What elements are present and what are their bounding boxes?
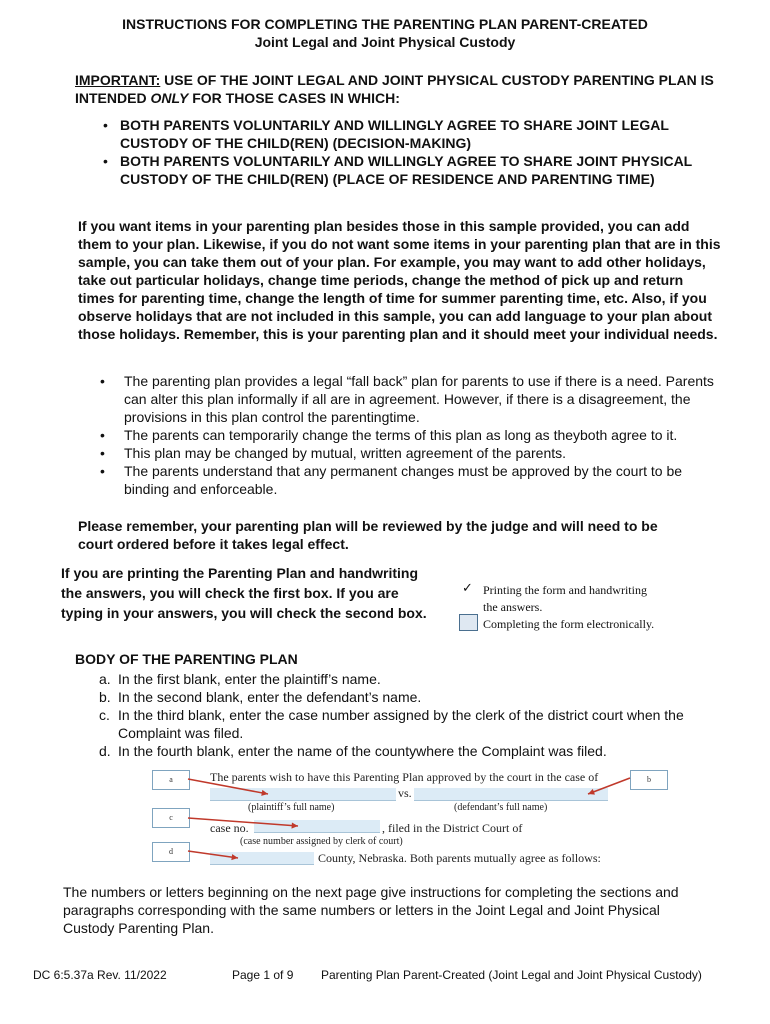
step-text: In the fourth blank, enter the name of the countywhere the Complaint was filed. <box>118 743 607 759</box>
form-case-no: case no. <box>210 821 249 835</box>
arrow-b <box>588 778 630 794</box>
step-text: In the first blank, enter the plaintiff’s name. <box>118 671 381 687</box>
body-section-title: BODY OF THE PARENTING PLAN <box>75 651 298 667</box>
important-label: IMPORTANT: <box>75 72 161 88</box>
plaintiff-caption: (plaintiff’s full name) <box>248 802 335 813</box>
instruction-step <box>99 706 719 742</box>
intro-paragraph: If you want items in your parenting plan besides those in this sample provided, you can add them to your plan. Likewise, if you do not want some items in your parenting plan that are in this sample, you can take them out of your plan. For example, you may want to add other holidays, take out particular holidays, change time periods, change the method of pick up and return times for parenting time, change the length of time for summer parenting time, etc. Also, if you observe holidays that are not included in this sample, you can add language to your plan about those holidays. Remember, this is your parenting plan and it should meet your individual needs. <box>78 218 721 342</box>
document-subtitle: Joint Legal and Joint Physical Custody <box>254 34 516 50</box>
arrow-a <box>188 779 268 794</box>
step-text: In the third blank, enter the case number assigned by the clerk of the district court when the Complaint was filed. <box>118 707 684 741</box>
note-item: • This plan may be changed by mutual, written agreement of the parents. <box>98 444 728 462</box>
arrow-a-head <box>261 790 268 796</box>
eligibility-item-legal: • BOTH PARENTS VOLUNTARILY AND WILLINGLY AGREE TO SHARE JOINT LEGAL CUSTODY OF THE CHILD(REN) (DECISION-MAKING) <box>75 116 725 152</box>
callout-box-a: a <box>152 770 190 790</box>
important-notice <box>75 71 735 107</box>
arrow-c-head <box>291 823 298 829</box>
form-sample-figure <box>148 764 670 872</box>
instruction-step <box>99 742 719 760</box>
step-letter: b. <box>99 689 111 705</box>
checkbox-option-electronic: Completing the form electronically. <box>483 617 655 631</box>
arrow-d <box>188 851 238 858</box>
form-filed-in: , filed in the District Court of <box>382 821 523 835</box>
callout-box-c: c <box>152 808 190 828</box>
notes-list <box>98 372 728 498</box>
review-reminder: Please remember, your parenting plan will be reviewed by the judge and will need to be court ordered before it takes legal effect. <box>78 518 658 552</box>
eligibility-list <box>75 116 725 188</box>
footer-form-number: DC 6:5.37a Rev. 11/2022 <box>33 968 167 982</box>
form-county-text: County, Nebraska. Both parents mutually agree as follows: <box>318 851 601 865</box>
checkbox-option-printing: Printing the form and handwriting <box>483 583 647 597</box>
printing-instructions: If you are printing the Parenting Plan and handwriting the answers, you will check the first box. If you are typing in your answers, you will check the second box. <box>61 565 427 621</box>
eligibility-item-physical: • BOTH PARENTS VOLUNTARILY AND WILLINGLY AGREE TO SHARE JOINT PHYSICAL CUSTODY OF THE CHILD(REN) (PLACE OF RESIDENCE AND PARENTING TIME) <box>75 152 725 188</box>
important-text-2: FOR THOSE CASES IN WHICH: <box>188 90 400 106</box>
step-text: In the second blank, enter the defendant’s name. <box>118 689 422 705</box>
callout-box-d: d <box>152 842 190 862</box>
instruction-step <box>99 670 719 688</box>
footer-form-title: Parenting Plan Parent-Created (Joint Legal and Joint Physical Custody) <box>321 968 702 982</box>
blank-instructions <box>99 670 719 760</box>
step-letter: a. <box>99 671 111 687</box>
checkbox-option-printing-cont: the answers. <box>483 600 543 614</box>
checkmark-icon: ✓ <box>462 580 473 595</box>
electronic-checkbox[interactable] <box>459 614 478 631</box>
callout-arrows <box>148 764 670 872</box>
step-letter: c. <box>99 707 110 723</box>
case-number-caption: (case number assigned by clerk of court) <box>240 836 403 847</box>
instruction-step <box>99 688 719 706</box>
defendant-caption: (defendant’s full name) <box>454 802 548 813</box>
form-vs: vs. <box>398 786 412 800</box>
document-title: INSTRUCTIONS FOR COMPLETING THE PARENTING PLAN PARENT-CREATED <box>122 16 648 32</box>
note-item: • The parents can temporarily change the terms of this plan as long as theyboth agree to it. <box>98 426 728 444</box>
closing-paragraph: The numbers or letters beginning on the next page give instructions for completing the sections and paragraphs corresponding with the same numbers or letters in the Joint Legal and Joint Physical Custody Parenting Plan. <box>63 884 679 936</box>
form-line-case-of: The parents wish to have this Parenting Plan approved by the court in the case of <box>210 770 599 784</box>
step-letter: d. <box>99 743 111 759</box>
important-only-word: ONLY <box>150 90 189 106</box>
note-item: • The parents understand that any permanent changes must be approved by the court to be binding and enforceable. <box>98 462 728 498</box>
arrow-c <box>188 818 298 826</box>
callout-box-b: b <box>630 770 668 790</box>
footer-page-number: Page 1 of 9 <box>232 968 294 982</box>
note-item: • The parenting plan provides a legal “fall back” plan for parents to use if there is a need. Parents can alter this plan informally if all are in agreement. However, if there is a disagreement, the provisions in this plan control the parentingtime. <box>98 372 728 426</box>
checkbox-sample <box>459 580 719 636</box>
important-text-1: USE OF THE JOINT LEGAL AND JOINT PHYSICAL CUSTODY PARENTING PLAN IS INTENDED <box>75 72 714 106</box>
